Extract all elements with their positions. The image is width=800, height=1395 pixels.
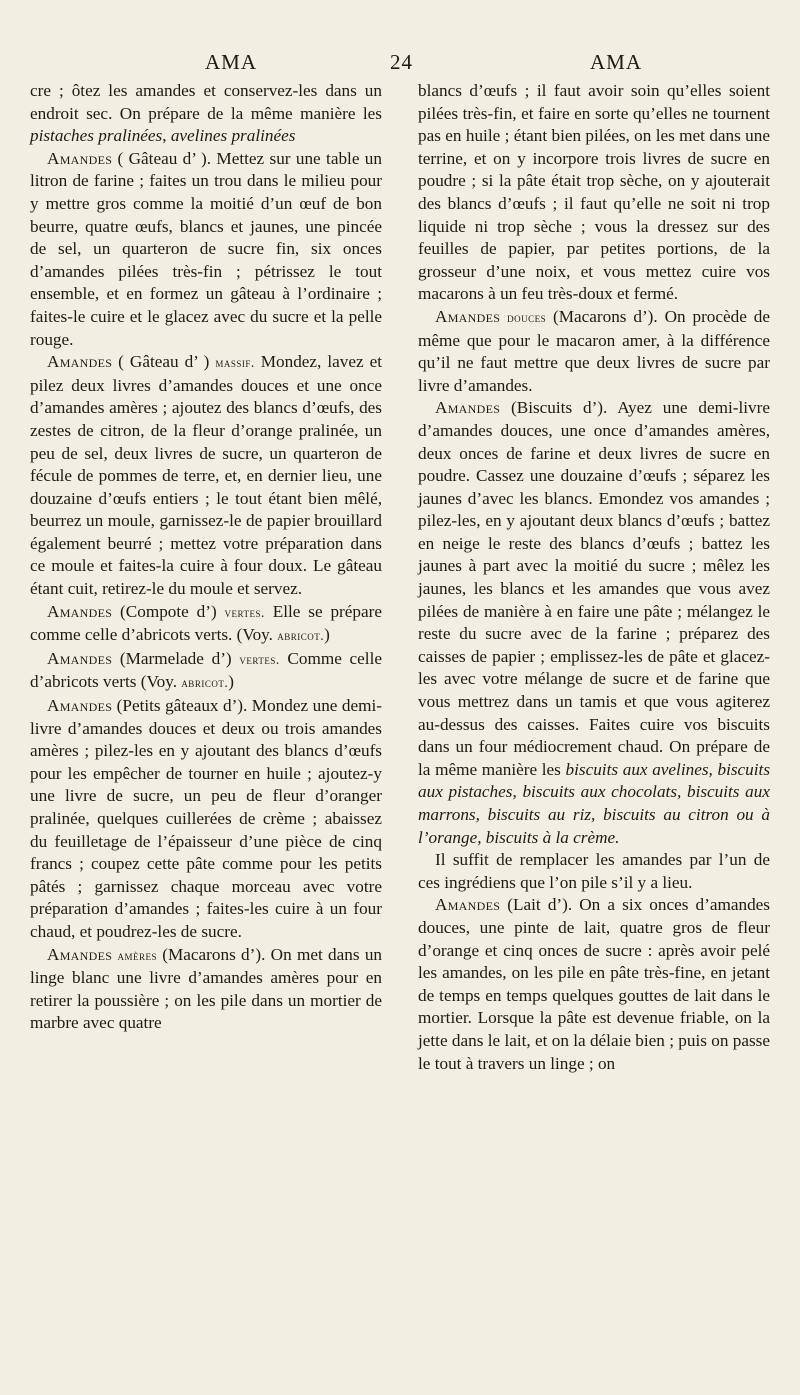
small-caps-term: massif. — [215, 355, 255, 371]
text-run: ( Gâteau d’ ). Mettez sur une table un litron de farine ; faites un trou dans le milieu pour y mettre gros comme la moitié d’un œuf de bon beurre, quatre œufs, blancs et jaunes, une pincée de sel, un quarteron de sucre fin, six onces d’amandes pilées très-fin ; pétrissez le tout ensemble, et en formez un gâteau à l’ordinaire ; faites-le cuire et le glacez avec du sucre et la pelle rouge. — [30, 148, 382, 349]
entry-macarons-douces — [418, 306, 770, 397]
header-right-word: AMA — [590, 50, 643, 74]
paragraph — [30, 80, 382, 148]
entry-biscuits — [418, 397, 770, 849]
paragraph — [418, 80, 770, 306]
entry-lait — [418, 894, 770, 1075]
small-caps-term: amères — [117, 947, 157, 963]
text-run: (Compote d’) — [112, 601, 225, 621]
entry-heading: Amandes — [435, 398, 501, 418]
entry-gateau — [30, 148, 382, 351]
small-caps-term: douces — [507, 309, 547, 325]
small-caps-term: vertes. — [224, 604, 265, 620]
small-caps-term: abricot. — [277, 628, 325, 644]
italic-text: biscuits aux avelines, biscuits aux pistaches, biscuits aux chocolats, biscuits aux marrons, biscuits au riz, biscuits au citron ou à l’orange, biscuits à la crème. — [418, 759, 771, 847]
entry-heading: Amandes — [47, 944, 113, 964]
text-run: (Biscuits d’). Ayez une demi-livre d’amandes douces, une once d’amandes amères, deux onces de farine et deux livres de sucre en poudre. Cassez une douzaine d’œufs ; séparez les jaunes d’avec les blancs. Emondez vos amandes ; pilez-les, en y ajoutant deux blancs d’œufs ; battez en neige le reste des blancs d’œufs ; battez les jaunes à part avec la moitié du sucre ; mêlez les jaunes, les blancs et les amandes que vous avez pilées de manière à en faire une pâte ; mélangez le reste du sucre avec de la farine ; préparez des caisses de papier ; emplissez-les de pâte et glacez-les avec votre mélange de sucre et de farine que vous mettrez dans un tamis et que vous agiterez au-dessus des caisses. Faites cuire vos biscuits dans un four médiocrement chaud. On prépare de la même manière les — [418, 398, 770, 779]
entry-gateau-massif — [30, 351, 382, 601]
text-run: ) — [228, 672, 234, 692]
entry-marmelade — [30, 648, 382, 695]
entry-macarons-ameres — [30, 944, 382, 1035]
text-run: , — [162, 126, 171, 146]
entry-compote — [30, 601, 382, 648]
right-column — [418, 80, 770, 1075]
entry-petits-gateaux — [30, 695, 382, 944]
text-run: ( Gâteau d’ ) — [112, 352, 216, 372]
entry-heading: Amandes — [47, 148, 113, 168]
entry-heading: Amandes — [435, 306, 501, 326]
text-run: Elle se prépare comme celle d’abricots verts. (Voy. — [30, 601, 382, 645]
running-head — [0, 50, 800, 78]
text-run: ) — [324, 625, 330, 645]
text-run: Il suffit de remplacer les amandes par l’un de ces ingrédiens que l’on pile s’il y a lieu. — [418, 850, 770, 892]
text-run: (Marmelade d’) — [112, 648, 240, 668]
small-caps-term: abricot. — [181, 675, 229, 691]
text-run: Mondez, lavez et pilez deux livres d’amandes douces et une once d’amandes amères ; ajoutez des blancs d’œufs, des zestes de citron, de la fleur d’orange pralinée, un peu de sel, deux livres de sucre, un quarteron de fécule de pommes de terre, et, en dernier lieu, une douzaine d’œufs entiers ; le tout étant bien mêlé, beurrez un moule, garnissez-le de papier brouillard également beurré ; mettez votre préparation dans ce moule et faites-la cuire à four doux. Le gâteau étant cuit, retirez-le du moule et servez. — [30, 352, 383, 599]
entry-heading: Amandes — [47, 601, 113, 621]
small-caps-term: vertes. — [239, 651, 280, 667]
text-run: (Macarons d’). On procède de même que pour le macaron amer, à la différence qu’il ne faut mettre que deux livres de sucre par livre d’amandes. — [418, 306, 770, 395]
text-run: (Macarons d’). On met dans un linge blanc une livre d’amandes amères pour en retirer la poussière ; on les pile dans un mortier de marbre avec quatre — [30, 944, 383, 1033]
page-number: 24 — [390, 50, 413, 74]
entry-heading: Amandes — [47, 352, 113, 372]
italic-text: pistaches pralinées — [30, 126, 163, 146]
text-run: cre ; ôtez les amandes et conservez-les dans un endroit sec. On prépare de la même manière les — [30, 81, 382, 123]
entry-heading: Amandes — [47, 696, 113, 716]
text-run: blancs d’œufs ; il faut avoir soin qu’elles soient pilées très-fin, et faire en sorte qu’elles ne tournent pas en huile ; étant bien pilées, on les met dans une terrine, et on y incorpore trois livres de sucre en poudre ; si la pâte était trop sèche, on y ajouterait des blancs d’œufs ; il faut qu’elle ne soit ni trop liquide ni trop sèche ; vous la dressez sur des feuilles de papier, par petites portions, de la grosseur d’une noix, et vous mettez cuire vos macarons à un feu très-doux et fermé. — [418, 81, 770, 304]
entry-heading: Amandes — [47, 648, 113, 668]
text-run: (Lait d’). On a six onces d’amandes douces, une pinte de lait, quatre gros de fleur d’orange et cinq onces de sucre : après avoir pelé les amandes, on les pile en pâte très-fine, en jetant de temps en temps quelques gouttes de lait dans le mortier. Lorsque la pâte est devenue friable, on la jette dans le lait, et on la délaie bien ; puis on passe le tout à travers un linge ; on — [418, 895, 770, 1073]
entry-heading: Amandes — [435, 895, 501, 915]
header-left-word: AMA — [205, 50, 258, 74]
left-column — [30, 80, 382, 1035]
italic-text: avelines pralinées — [170, 126, 296, 146]
paragraph-note — [418, 849, 770, 894]
text-run: (Petits gâteaux d’). Mondez une demi-livre d’amandes douces et deux ou trois amandes amères ; pilez-les en y ajoutant des blancs d’œufs pour les empêcher de tourner en huile ; ajoutez-y une livre de sucre, un peu de fleur d’oranger pralinée, quelques cuillerées de crème ; abaissez du feuilletage de l’épaisseur d’une pièce de cinq francs ; coupez cette pâte comme pour les petits pâtés ; garnissez chaque morceau avec votre préparation d’amandes ; faites-les cuire à un four chaud, et poudrez-les de sucre. — [30, 696, 382, 941]
text-run: Comme celle d’abricots verts (Voy. — [30, 648, 382, 692]
